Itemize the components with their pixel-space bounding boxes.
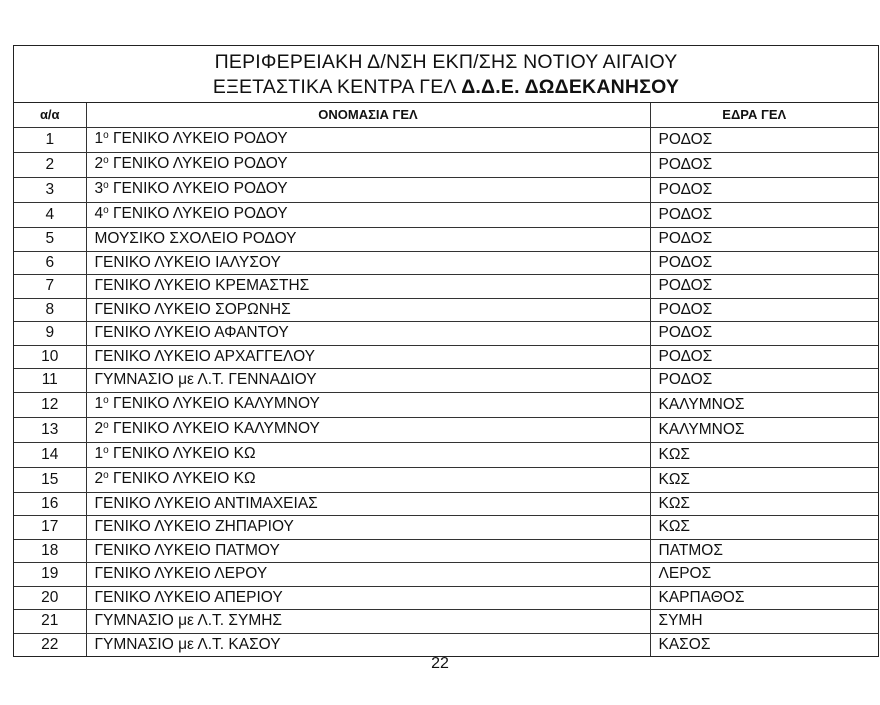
ordinal-suffix: ο bbox=[103, 155, 109, 166]
table-row bbox=[14, 345, 878, 369]
school-seat: ΚΩΣ bbox=[650, 492, 878, 516]
school-name bbox=[86, 392, 650, 417]
title-line-2-bold: Δ.Δ.Ε. ΔΩΔΕΚΑΝΗΣΟΥ bbox=[461, 76, 680, 98]
row-number: 1 bbox=[14, 128, 86, 153]
school-name bbox=[86, 539, 650, 563]
row-number: 21 bbox=[14, 610, 86, 634]
school-name bbox=[86, 128, 650, 153]
table-row bbox=[14, 322, 878, 346]
school-name bbox=[86, 178, 650, 203]
school-seat: ΚΑΛΥΜΝΟΣ bbox=[650, 417, 878, 442]
school-name-text: ΓΕΝΙΚΟ ΛΥΚΕΙΟ ΖΗΠΑΡΙΟΥ bbox=[94, 518, 294, 536]
school-seat: ΡΟΔΟΣ bbox=[650, 251, 878, 275]
row-number: 13 bbox=[14, 417, 86, 442]
table-row bbox=[14, 586, 878, 610]
school-seat: ΚΩΣ bbox=[650, 442, 878, 467]
school-name-text: ΓΕΝΙΚΟ ΛΥΚΕΙΟ ΚΩ bbox=[108, 444, 256, 462]
row-number: 19 bbox=[14, 563, 86, 587]
ordinal-suffix: ο bbox=[103, 130, 109, 141]
school-name bbox=[86, 298, 650, 322]
column-header-num: α/α bbox=[14, 103, 86, 128]
school-seat: ΡΟΔΟΣ bbox=[650, 228, 878, 252]
school-seat: ΚΑΡΠΑΘΟΣ bbox=[650, 586, 878, 610]
table-row bbox=[14, 516, 878, 540]
title-line-2-prefix: ΕΞΕΤΑΣΤΙΚΑ ΚΕΝΤΡΑ ΓΕΛ bbox=[212, 76, 456, 98]
school-seat: ΛΕΡΟΣ bbox=[650, 563, 878, 587]
school-name bbox=[86, 275, 650, 299]
row-number: 16 bbox=[14, 492, 86, 516]
school-seat: ΚΩΣ bbox=[650, 467, 878, 492]
school-name-text: ΓΕΝΙΚΟ ΛΥΚΕΙΟ ΑΝΤΙΜΑΧΕΙΑΣ bbox=[94, 494, 318, 512]
school-seat: ΡΟΔΟΣ bbox=[650, 153, 878, 178]
school-name bbox=[86, 586, 650, 610]
school-name bbox=[86, 203, 650, 228]
ordinal-suffix: ο bbox=[103, 205, 109, 216]
table-row bbox=[14, 298, 878, 322]
page-number: 22 bbox=[431, 655, 449, 672]
title-line-2 bbox=[14, 75, 878, 100]
row-number: 15 bbox=[14, 467, 86, 492]
school-name bbox=[86, 633, 650, 656]
school-seat: ΚΑΣΟΣ bbox=[650, 633, 878, 656]
school-seat: ΣΥΜΗ bbox=[650, 610, 878, 634]
school-name bbox=[86, 251, 650, 275]
column-header-name: ΟΝΟΜΑΣΙΑ ΓΕΛ bbox=[86, 103, 650, 128]
school-name-text: ΓΕΝΙΚΟ ΛΥΚΕΙΟ ΛΕΡΟΥ bbox=[94, 565, 268, 583]
school-name-text: ΓΕΝΙΚΟ ΛΥΚΕΙΟ ΠΑΤΜΟΥ bbox=[94, 541, 280, 559]
school-name bbox=[86, 345, 650, 369]
school-seat: ΡΟΔΟΣ bbox=[650, 128, 878, 153]
table-row bbox=[14, 563, 878, 587]
school-name-text: ΜΟΥΣΙΚΟ ΣΧΟΛΕΙΟ ΡΟΔΟΥ bbox=[94, 230, 297, 248]
table-row bbox=[14, 178, 878, 203]
ordinal-suffix: ο bbox=[103, 444, 109, 456]
school-name bbox=[86, 467, 650, 492]
school-name bbox=[86, 610, 650, 634]
school-name-text: ΓΕΝΙΚΟ ΛΥΚΕΙΟ ΚΑΛΥΜΝΟΥ bbox=[108, 394, 320, 412]
school-name-text: ΓΕΝΙΚΟ ΛΥΚΕΙΟ ΑΦΑΝΤΟΥ bbox=[94, 324, 289, 342]
table-row bbox=[14, 275, 878, 299]
school-seat: ΡΟΔΟΣ bbox=[650, 275, 878, 299]
school-name bbox=[86, 153, 650, 178]
row-number: 17 bbox=[14, 516, 86, 540]
row-number: 9 bbox=[14, 322, 86, 346]
school-name-text: ΓΕΝΙΚΟ ΛΥΚΕΙΟ ΡΟΔΟΥ bbox=[108, 155, 288, 172]
table-row bbox=[14, 467, 878, 492]
row-number: 22 bbox=[14, 633, 86, 656]
row-number: 4 bbox=[14, 203, 86, 228]
table-row bbox=[14, 369, 878, 393]
row-number: 20 bbox=[14, 586, 86, 610]
school-name-text: ΓΕΝΙΚΟ ΛΥΚΕΙΟ ΙΑΛΥΣΟΥ bbox=[94, 253, 281, 271]
school-seat: ΡΟΔΟΣ bbox=[650, 369, 878, 393]
table-body bbox=[14, 128, 878, 657]
school-seat: ΡΟΔΟΣ bbox=[650, 322, 878, 346]
table-row bbox=[14, 539, 878, 563]
school-name bbox=[86, 492, 650, 516]
table-row bbox=[14, 610, 878, 634]
exam-centers-table-frame bbox=[13, 45, 879, 657]
school-ordinal: 1 bbox=[94, 444, 104, 462]
row-number: 5 bbox=[14, 228, 86, 252]
school-seat: ΡΟΔΟΣ bbox=[650, 178, 878, 203]
school-name-text: ΓΕΝΙΚΟ ΛΥΚΕΙΟ ΣΟΡΩΝΗΣ bbox=[94, 300, 291, 318]
school-name-text: ΓΕΝΙΚΟ ΛΥΚΕΙΟ ΡΟΔΟΥ bbox=[108, 180, 288, 197]
ordinal-suffix: ο bbox=[103, 419, 109, 431]
school-name-text: ΓΕΝΙΚΟ ΛΥΚΕΙΟ ΡΟΔΟΥ bbox=[108, 130, 288, 147]
school-name bbox=[86, 516, 650, 540]
row-number: 10 bbox=[14, 345, 86, 369]
exam-centers-table bbox=[14, 103, 878, 656]
table-row bbox=[14, 492, 878, 516]
school-name-text: ΓΥΜΝΑΣΙΟ με Λ.Τ. ΣΥΜΗΣ bbox=[94, 612, 283, 630]
school-name-text: ΓΕΝΙΚΟ ΛΥΚΕΙΟ ΡΟΔΟΥ bbox=[108, 205, 288, 222]
ordinal-suffix: ο bbox=[103, 394, 109, 406]
school-name bbox=[86, 228, 650, 252]
school-name-text: ΓΥΜΝΑΣΙΟ με Λ.Τ. ΓΕΝΝΑΔΙΟΥ bbox=[94, 371, 317, 389]
school-name bbox=[86, 322, 650, 346]
school-name bbox=[86, 442, 650, 467]
school-name-text: ΓΕΝΙΚΟ ΛΥΚΕΙΟ ΑΠΕΡΙΟΥ bbox=[94, 588, 283, 606]
school-name-text: ΓΕΝΙΚΟ ΛΥΚΕΙΟ ΚΡΕΜΑΣΤΗΣ bbox=[94, 277, 310, 295]
row-number: 11 bbox=[14, 369, 86, 393]
school-seat: ΚΩΣ bbox=[650, 516, 878, 540]
table-row bbox=[14, 442, 878, 467]
school-name-text: ΓΥΜΝΑΣΙΟ με Λ.Τ. ΚΑΣΟΥ bbox=[94, 635, 281, 653]
row-number: 3 bbox=[14, 178, 86, 203]
table-row bbox=[14, 203, 878, 228]
table-row bbox=[14, 392, 878, 417]
school-name-text: ΓΕΝΙΚΟ ΛΥΚΕΙΟ ΚΩ bbox=[108, 469, 256, 487]
row-number: 14 bbox=[14, 442, 86, 467]
school-name bbox=[86, 369, 650, 393]
school-name-text: ΓΕΝΙΚΟ ΛΥΚΕΙΟ ΚΑΛΥΜΝΟΥ bbox=[108, 419, 320, 437]
school-ordinal: 2 bbox=[94, 419, 104, 437]
ordinal-suffix: ο bbox=[103, 180, 109, 191]
row-number: 6 bbox=[14, 251, 86, 275]
ordinal-suffix: ο bbox=[103, 469, 109, 481]
school-seat: ΡΟΔΟΣ bbox=[650, 345, 878, 369]
table-row bbox=[14, 228, 878, 252]
table-title-block bbox=[14, 46, 878, 103]
table-row bbox=[14, 153, 878, 178]
row-number: 2 bbox=[14, 153, 86, 178]
school-seat: ΚΑΛΥΜΝΟΣ bbox=[650, 392, 878, 417]
table-header-row bbox=[14, 103, 878, 128]
column-header-seat: ΕΔΡΑ ΓΕΛ bbox=[650, 103, 878, 128]
school-name bbox=[86, 417, 650, 442]
school-name bbox=[86, 563, 650, 587]
school-ordinal: 2 bbox=[94, 155, 104, 172]
table-row bbox=[14, 251, 878, 275]
row-number: 18 bbox=[14, 539, 86, 563]
school-seat: ΡΟΔΟΣ bbox=[650, 203, 878, 228]
school-ordinal: 1 bbox=[94, 394, 104, 412]
row-number: 7 bbox=[14, 275, 86, 299]
title-line-1: ΠΕΡΙΦΕΡΕΙΑΚΗ Δ/ΝΣΗ ΕΚΠ/ΣΗΣ ΝΟΤΙΟΥ ΑΙΓΑΙΟΥ bbox=[214, 51, 678, 73]
row-number: 12 bbox=[14, 392, 86, 417]
table-row bbox=[14, 417, 878, 442]
school-name-text: ΓΕΝΙΚΟ ΛΥΚΕΙΟ ΑΡΧΑΓΓΕΛΟΥ bbox=[94, 347, 315, 365]
row-number: 8 bbox=[14, 298, 86, 322]
school-ordinal: 4 bbox=[94, 205, 104, 222]
table-row bbox=[14, 128, 878, 153]
school-seat: ΡΟΔΟΣ bbox=[650, 298, 878, 322]
table-row bbox=[14, 633, 878, 656]
school-ordinal: 2 bbox=[94, 469, 104, 487]
school-ordinal: 3 bbox=[94, 180, 104, 197]
school-ordinal: 1 bbox=[94, 130, 104, 147]
school-seat: ΠΑΤΜΟΣ bbox=[650, 539, 878, 563]
